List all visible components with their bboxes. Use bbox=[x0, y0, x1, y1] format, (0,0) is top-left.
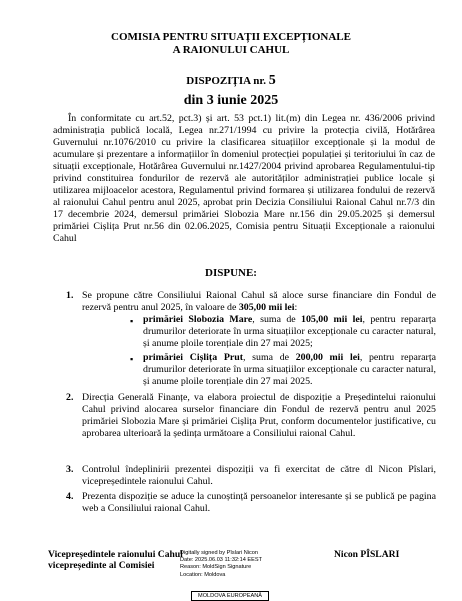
item-1-colon: : bbox=[294, 302, 298, 313]
digital-signed-reason: Reason: MoldSign Signature bbox=[180, 564, 252, 571]
subitem-sum: 105,00 mii lei bbox=[301, 314, 363, 325]
subitem-slobozia bbox=[143, 314, 436, 350]
bullet-icon: ▪ bbox=[130, 316, 134, 326]
item-number: 4. bbox=[66, 491, 74, 502]
subitem-description: , pentru repararța drumurilor deteriorate în urma situațiilor excepționale cu caracter natural, și anume ploile torențiale din 27 mai 2025; bbox=[143, 314, 436, 349]
subitem-connector: , suma de bbox=[243, 352, 296, 363]
item-number: 2. bbox=[66, 392, 74, 403]
item-number: 1. bbox=[66, 290, 74, 301]
item-3-text: Controlul îndeplinirii prezentei dispoziții va fi exercitat de către dl Nicon Pîslari, vicepreședintele raionului Cahul. bbox=[82, 464, 436, 487]
dispune-heading: DISPUNE: bbox=[205, 267, 257, 279]
signatory-title bbox=[48, 549, 183, 571]
item-1-text bbox=[82, 290, 436, 314]
commission-title: COMISIA PENTRU SITUAȚII EXCEPȚIONALE bbox=[111, 31, 351, 43]
signatory-title-line1: Vicepreședintele raionului Cahul bbox=[48, 549, 183, 560]
disposition-label: DISPOZIȚIA nr. bbox=[186, 75, 266, 87]
digital-signed-location: Location: Moldova bbox=[180, 571, 226, 578]
bullet-icon: ▪ bbox=[130, 354, 134, 364]
subitem-name: primăriei Cișlița Prut bbox=[143, 352, 244, 363]
digital-signature-block bbox=[180, 550, 262, 579]
item-2-text: Direcția Generală Finanțe, va elabora proiectul de dispoziție a Președintelui raionului Cahul privind alocarea surselor financiare din Fondul de rezervă pentru anul 2025 primăriei Slobozia Mare și primăriei Cișlița Prut, conform documentelor justificative, cu aprobarea ulterioară la ședința următoare a Consiliului raional Cahul. bbox=[82, 392, 436, 439]
item-1-intro: Se propune către Consiliului Raional Cahul să aloce surse financiare din Fondul de rezervă pentru anul 2025, în valoare de bbox=[82, 290, 436, 313]
item-4-text: Prezenta dispoziție se aduce la cunoștință persoanelor interesante și se publică pe pagina web a Consiliului raional Cahul. bbox=[82, 491, 436, 514]
preamble-paragraph: În conformitate cu art.52, pct.3) și art. 53 pct.1) lit.(m) din Legea nr. 436/2006 privind administrația publică locală, Legea nr.271/1994 cu privire la protecția civilă, Hotărârea Guvernului nr.1076/2010 cu privire la clasificarea situațiilor excepționale și la modul de acumulare și prezentare a informațiilor în domeniul protecției populației și teritoriului în caz de situații excepționale, Hotărârea Guvernului nr.1427/2004 privind aprobarea Regulamentului-tip privind constituirea fondurilor de rezervă ale autorităților administrației publice locale și utilizarea mijloacelor acestora, Regulamentul privind formarea și utilizarea fondului de rezervă al raionului Cahul pentru anul 2025, aprobat prin Decizia Consiliului Raional Cahul nr.7/3 din 17 decembrie 2024, demersul primăriei Slobozia Mare nr.156 din 29.05.2025 și demersul primăriei Cișlița Prut nr.56 din 02.06.2025, Comisia pentru Situații Excepționale a raionului Cahul bbox=[53, 113, 435, 244]
subitem-sum: 200,00 mii lei bbox=[295, 352, 360, 363]
disposition-date: din 3 iunie 2025 bbox=[183, 93, 279, 108]
subitem-name: primăriei Slobozia Mare bbox=[143, 314, 253, 325]
disposition-heading bbox=[0, 73, 462, 89]
item-1-amount: 305,00 mii lei bbox=[238, 302, 295, 313]
signature-stamp: MOLDOVA EUROPEANĂ bbox=[191, 591, 269, 601]
subitem-connector: , suma de bbox=[252, 314, 302, 325]
subitem-cislita bbox=[143, 352, 436, 388]
disposition-number: 5 bbox=[268, 73, 276, 88]
signatory-name: Nicon PÎSLARI bbox=[334, 549, 400, 560]
subitem-description: , pentru repararța drumurilor deteriorate în urma situațiilor excepționale cu caracter natural, și anume ploile torențiale din 27 mai 2025. bbox=[143, 352, 436, 387]
signatory-title-line2: vicepreședinte al Comisiei bbox=[48, 560, 155, 571]
item-number: 3. bbox=[66, 464, 74, 475]
district-title: A RAIONULUI CAHUL bbox=[172, 44, 290, 56]
digital-signed-by: Digitally signed by Pîslari Nicon bbox=[180, 550, 259, 556]
digital-signed-date: Date: 2025.06.03 11:32:14 EEST bbox=[180, 557, 262, 564]
